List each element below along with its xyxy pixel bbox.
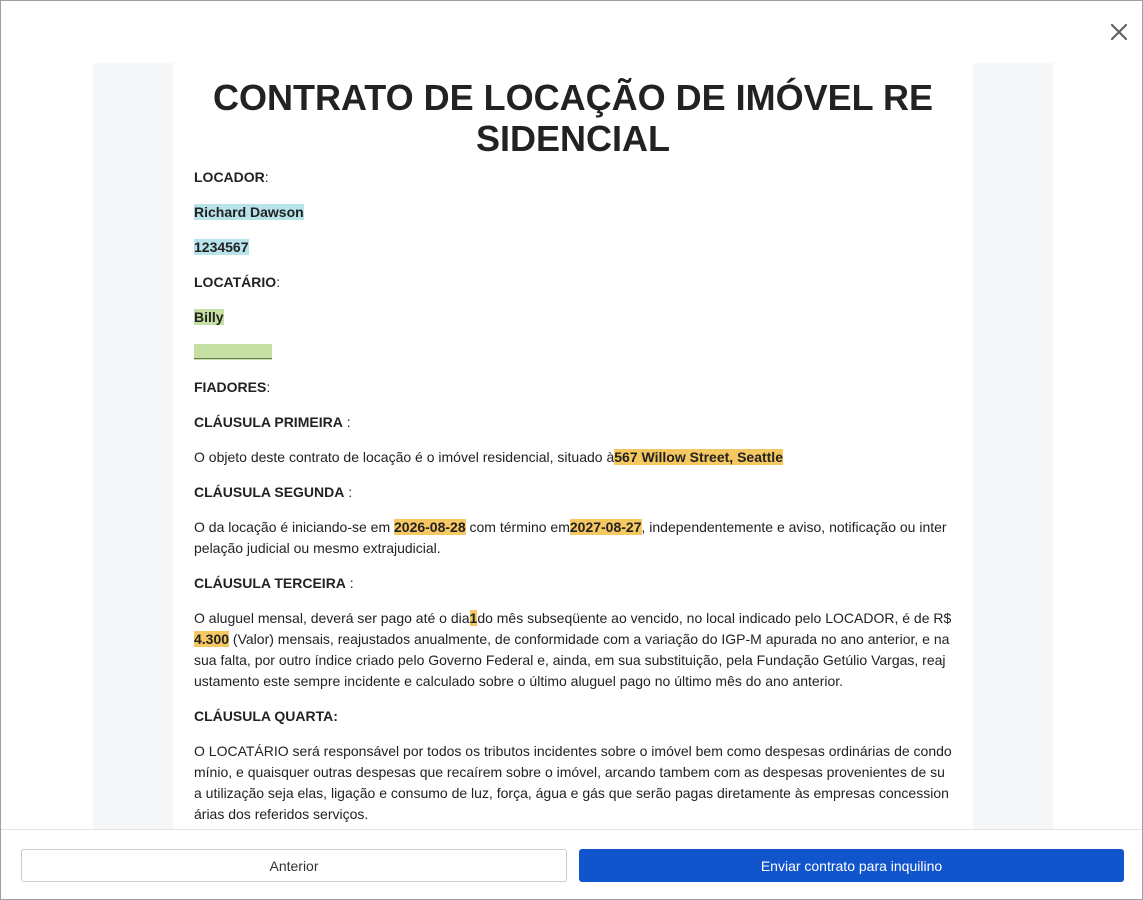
clause3-text-before: O aluguel mensal, deverá ser pago até o dia — [194, 610, 470, 626]
clause2-text — [194, 517, 952, 559]
locador-name-field: Richard Dawson — [194, 204, 304, 220]
locador-colon: : — [264, 169, 269, 185]
locatario-id-field: __________ — [194, 344, 272, 360]
document-scroll-area[interactable] — [93, 63, 1053, 829]
clause2-text-after: , independentemente e aviso, notificação ou interpelação judicial ou mesmo extrajudicial. — [194, 519, 947, 556]
locador-label-line — [194, 167, 952, 188]
clause3-heading-suffix: : — [345, 575, 354, 591]
clause2-text-middle: com término em — [465, 519, 570, 535]
fiadores-label: FIADORES — [194, 379, 267, 395]
clause3-heading-line — [194, 573, 952, 594]
locatario-label: LOCATÁRIO — [194, 274, 277, 290]
modal-footer — [1, 829, 1142, 900]
fiadores-label-line — [194, 377, 952, 398]
clause2-heading: CLÁUSULA SEGUNDA — [194, 484, 345, 500]
locador-id-field: 1234567 — [194, 239, 249, 255]
send-contract-button[interactable]: Enviar contrato para inquilino — [579, 849, 1124, 882]
locatario-name-line — [194, 307, 952, 328]
clause4-heading: CLÁUSULA QUARTA: — [194, 708, 338, 724]
contract-page — [173, 63, 973, 829]
clause1-text — [194, 447, 952, 468]
contract-title: CONTRATO DE LOCAÇÃO DE IMÓVEL RESIDENCIAL — [212, 77, 934, 159]
clause2-heading-line — [194, 482, 952, 503]
clause3-text-after: (Valor) mensais, reajustados anualmente, de conformidade com a variação do IGP-M apurada no ano anterior, e na sua falta, por outro índice criado pelo Governo Federal e, ainda, em sua substituição, pela Fundação Getúlio Vargas, reajustamento este sempre incidente e calculado sobre o último aluguel pago no último mês do ano anterior. — [194, 631, 950, 689]
rent-amount-field: 4.300 — [194, 631, 230, 647]
close-button[interactable] — [1108, 21, 1130, 43]
clause1-heading: CLÁUSULA PRIMEIRA — [194, 414, 343, 430]
locador-id-line — [194, 237, 952, 258]
clause1-heading-suffix: : — [342, 414, 351, 430]
clause3-text-middle: do mês subseqüente ao vencido, no local indicado pelo LOCADOR, é de R$ — [477, 610, 952, 626]
close-icon — [1108, 21, 1130, 43]
locador-label: LOCADOR — [194, 169, 265, 185]
previous-button[interactable]: Anterior — [21, 849, 567, 882]
clause3-text — [194, 608, 952, 692]
clause4-heading-line — [194, 706, 952, 727]
start-date-field: 2026-08-28 — [394, 519, 466, 535]
locatario-name-field: Billy — [194, 309, 224, 325]
locatario-id-line — [194, 342, 952, 363]
property-address-field: 567 Willow Street, Seattle — [614, 449, 783, 465]
clause2-heading-suffix: : — [344, 484, 353, 500]
clause2-text-before: O da locação é iniciando-se em — [194, 519, 394, 535]
clause1-heading-line — [194, 412, 952, 433]
end-date-field: 2027-08-27 — [569, 519, 642, 535]
due-day-field: 1 — [469, 610, 478, 626]
locador-name-line — [194, 202, 952, 223]
fiadores-colon: : — [266, 379, 271, 395]
clause4-text: O LOCATÁRIO será responsável por todos os tributos incidentes sobre o imóvel bem como despesas ordinárias de condomínio, e quaisquer outras despesas que recaírem sobre o imóvel, arcando tambem com as despesas provenientes de sua utilização seja elas, ligação e consumo de luz, força, água e gás que serão pagas diretamente às empresas concessionárias dos referidos serviços. — [194, 743, 952, 822]
clause1-text-before: O objeto deste contrato de locação é o imóvel residencial, situado à — [194, 449, 615, 465]
clause3-heading: CLÁUSULA TERCEIRA — [194, 575, 346, 591]
locatario-label-line — [194, 272, 952, 293]
locatario-colon: : — [276, 274, 281, 290]
